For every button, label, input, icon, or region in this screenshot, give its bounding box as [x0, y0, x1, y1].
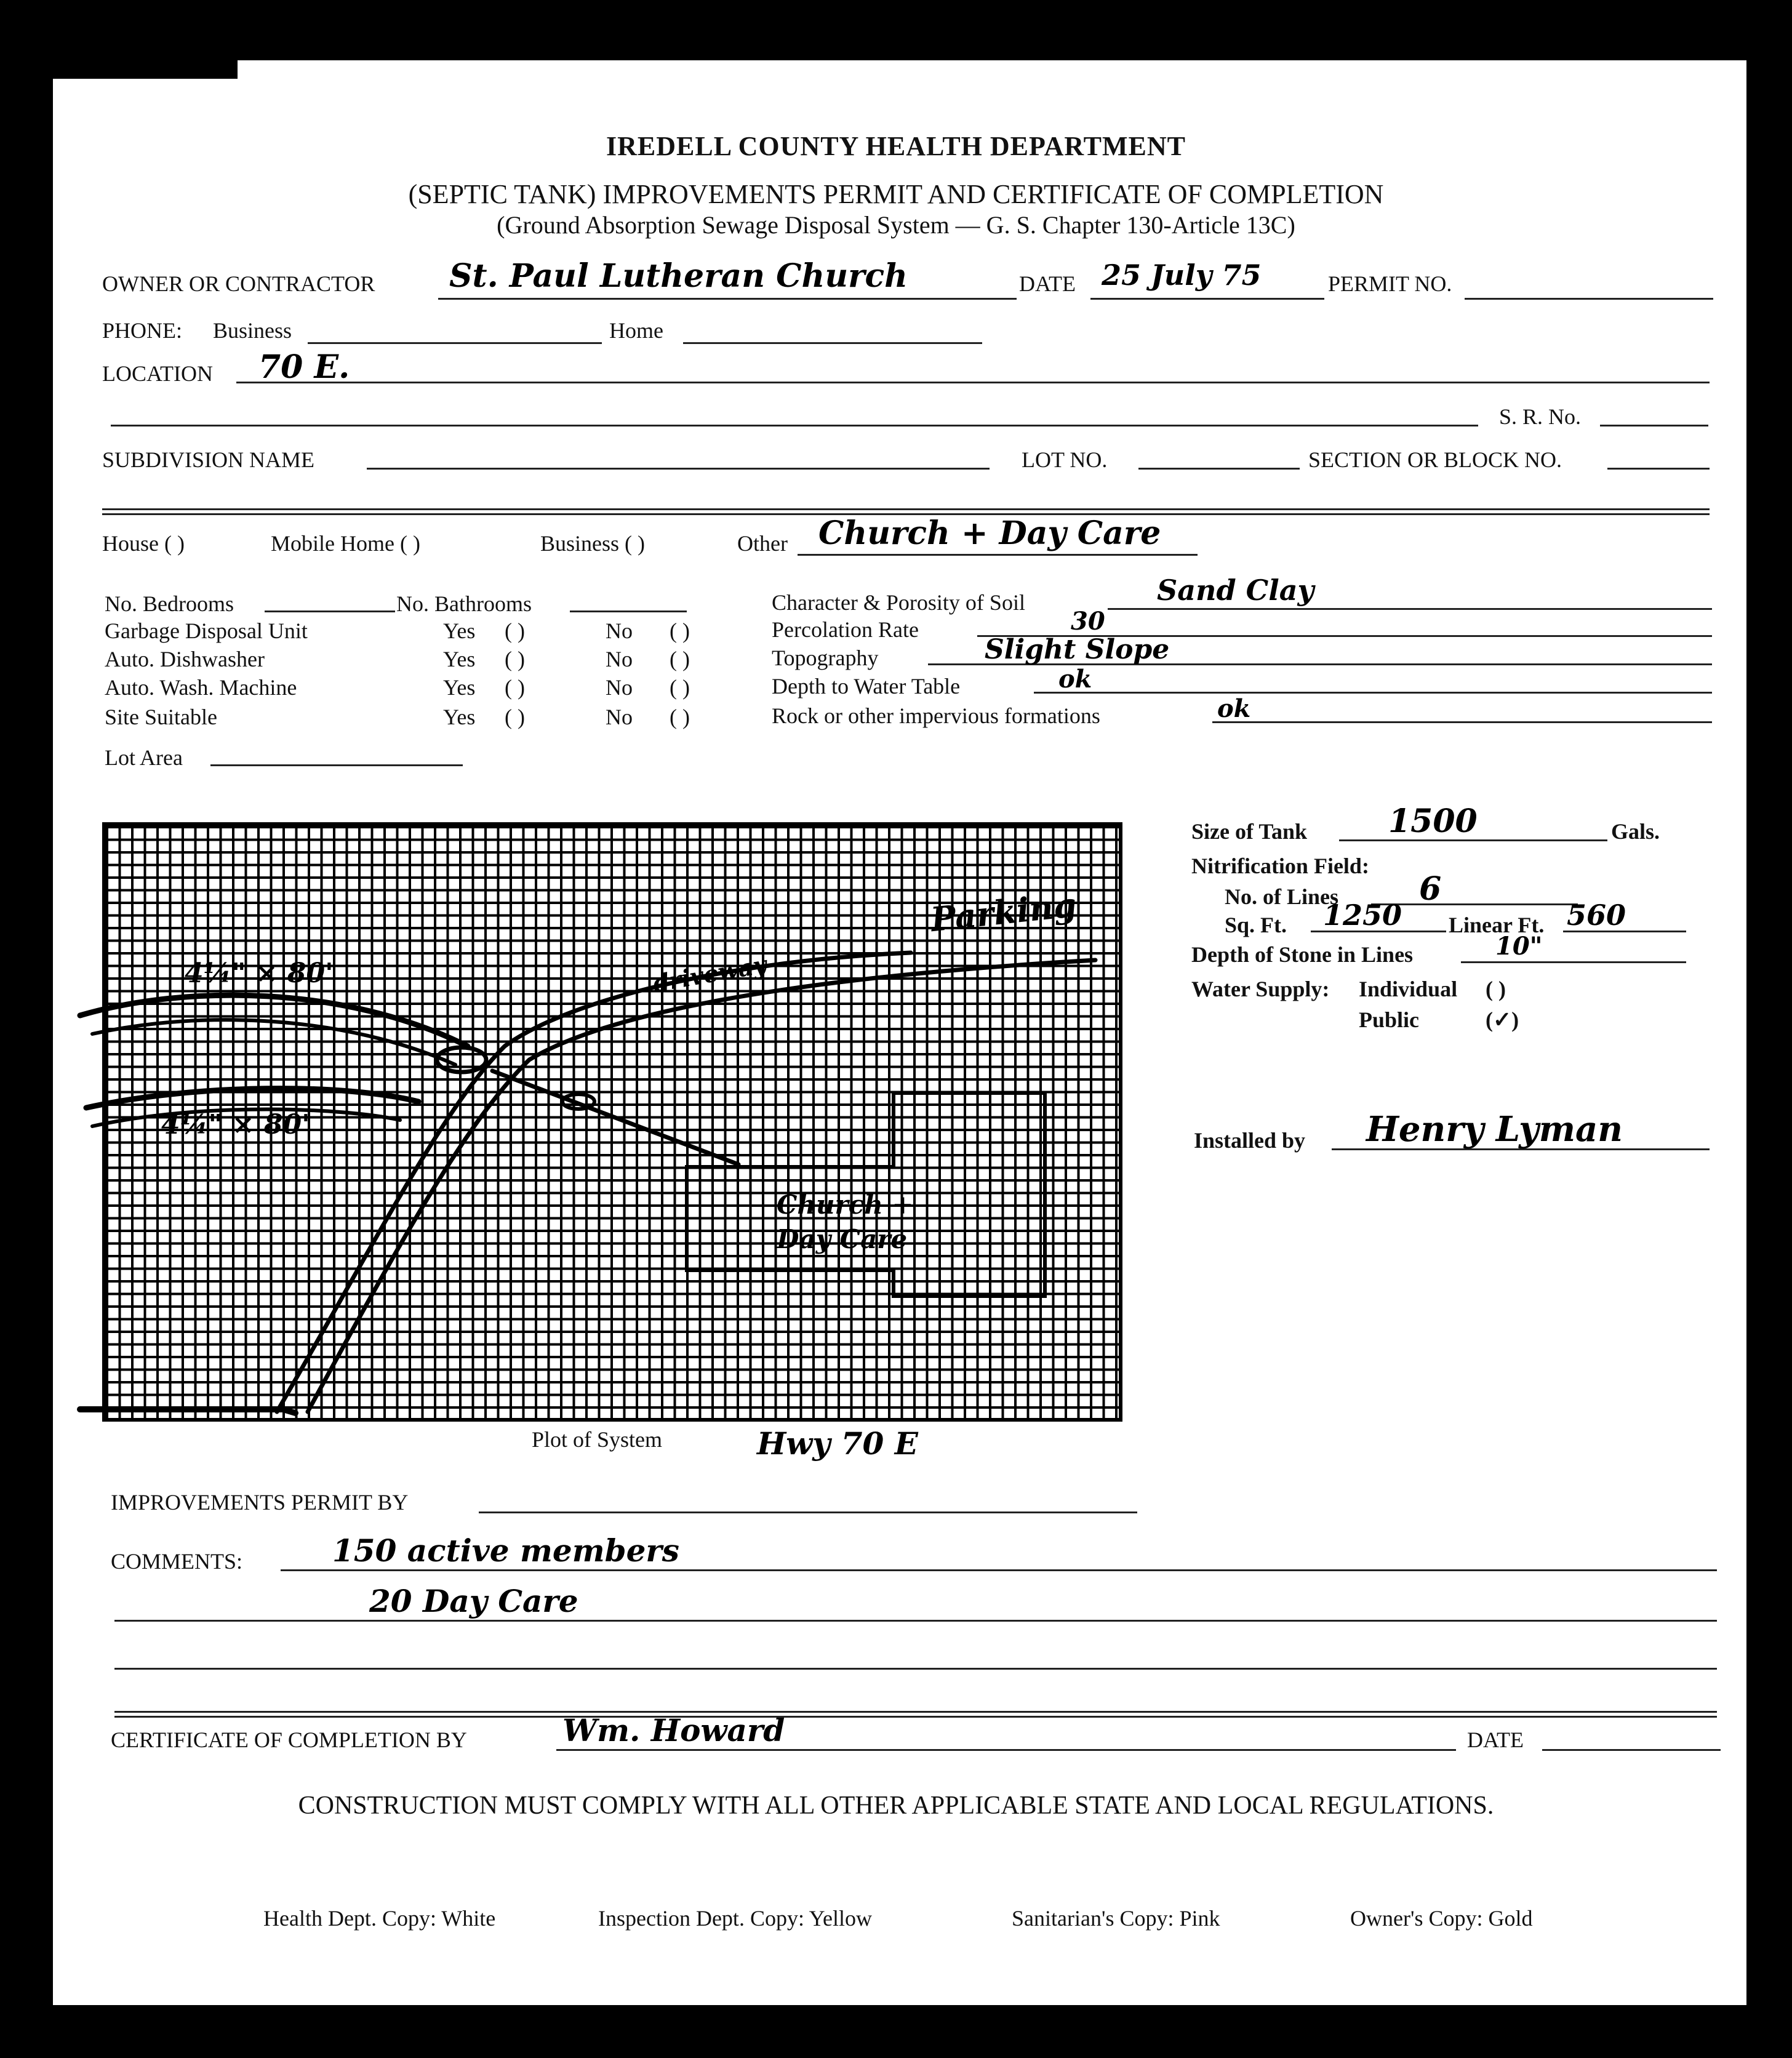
comment-line-2[interactable]: 20 Day Care [369, 1583, 578, 1619]
water-table-field[interactable]: ok [1058, 665, 1092, 694]
yes-checkbox[interactable]: ( ) [505, 705, 525, 729]
parking-annotation: Parking [929, 884, 1079, 940]
no-label: No [606, 675, 633, 700]
road-annotation: Hwy 70 E [757, 1425, 918, 1462]
line-top-annotation: 4¼" × 80' [185, 958, 334, 989]
yes-label: Yes [443, 705, 476, 729]
building-annotation: Church + Day Care [777, 1190, 914, 1254]
lot-no-label: LOT NO. [1022, 447, 1108, 472]
certificate-label: CERTIFICATE OF COMPLETION BY [111, 1728, 467, 1752]
soil-field[interactable]: Sand Clay [1157, 574, 1314, 607]
form-subtitle: (Ground Absorption Sewage Disposal System — G. S. Chapter 130-Article 13C) [497, 211, 1295, 239]
mobile-home-checkbox[interactable]: Mobile Home ( ) [271, 531, 420, 556]
certificate-field[interactable]: Wm. Howard [562, 1712, 785, 1748]
house-checkbox[interactable]: House ( ) [102, 531, 185, 556]
topography-field[interactable]: Slight Slope [985, 634, 1170, 665]
phone-home-label: Home [609, 318, 663, 343]
compliance-notice: CONSTRUCTION MUST COMPLY WITH ALL OTHER APPLICABLE STATE AND LOCAL REGULATIONS. [298, 1792, 1494, 1820]
comments-label: COMMENTS: [111, 1549, 243, 1574]
subdivision-label: SUBDIVISION NAME [102, 447, 315, 472]
sewer-line [492, 1071, 738, 1164]
nitrification-field-label: Nitrification Field: [1191, 854, 1369, 878]
no-checkbox[interactable]: ( ) [670, 675, 690, 700]
nitrification-line-bottom [86, 1089, 418, 1108]
location-label: LOCATION [102, 361, 213, 386]
linear-ft-label: Linear Ft. [1449, 913, 1545, 937]
no-checkbox[interactable]: ( ) [670, 705, 690, 729]
date-field[interactable]: 25 July 75 [1102, 258, 1262, 292]
no-label: No [606, 705, 633, 729]
water-supply-label: Water Supply: [1191, 977, 1330, 1001]
yes-label: Yes [443, 675, 476, 700]
lines-field[interactable]: 6 [1419, 870, 1442, 908]
no-checkbox[interactable]: ( ) [670, 647, 690, 671]
nitrification-line-top-2 [92, 1020, 455, 1065]
individual-checkbox[interactable]: ( ) [1486, 977, 1506, 1001]
permit-no-label: PERMIT NO. [1328, 271, 1452, 296]
topography-label: Topography [772, 646, 879, 670]
linear-ft-field[interactable]: 560 [1567, 899, 1626, 932]
installed-by-label: Installed by [1194, 1128, 1306, 1153]
yes-checkbox[interactable]: ( ) [505, 647, 525, 671]
owner-field[interactable]: St. Paul Lutheran Church [449, 257, 908, 295]
road-line [80, 1409, 295, 1413]
row-label: Garbage Disposal Unit [105, 619, 308, 643]
driveway-left-edge [277, 953, 911, 1412]
phone-label: PHONE: [102, 318, 183, 343]
phone-business-label: Business [213, 318, 292, 343]
bathrooms-label: No. Bathrooms [396, 591, 532, 616]
location-field[interactable]: 70 E. [258, 348, 350, 386]
business-checkbox[interactable]: Business ( ) [540, 531, 645, 556]
no-label: No [606, 619, 633, 643]
row-label: Auto. Wash. Machine [105, 675, 297, 700]
lot-area-label: Lot Area [105, 745, 183, 770]
driveway-annotation: driveway [650, 950, 769, 998]
owner-label: OWNER OR CONTRACTOR [102, 271, 375, 296]
sqft-field[interactable]: 1250 [1323, 899, 1402, 932]
tank-size-label: Size of Tank [1191, 819, 1308, 844]
tank-size-field[interactable]: 1500 [1388, 803, 1478, 840]
stone-depth-label: Depth of Stone in Lines [1191, 942, 1414, 967]
yes-label: Yes [443, 619, 476, 643]
plot-caption: Plot of System [532, 1427, 663, 1452]
line-bottom-annotation: 4¼" × 80' [161, 1109, 310, 1140]
no-label: No [606, 647, 633, 671]
percolation-field[interactable]: 30 [1071, 607, 1105, 636]
comment-line-1[interactable]: 150 active members [332, 1532, 679, 1569]
yes-checkbox[interactable]: ( ) [505, 619, 525, 643]
row-label: Site Suitable [105, 705, 217, 729]
lines-label: No. of Lines [1225, 884, 1339, 909]
other-label: Other [737, 531, 788, 556]
cert-date-label: DATE [1467, 1728, 1524, 1752]
percolation-label: Percolation Rate [772, 617, 919, 642]
public-label: Public [1359, 1007, 1420, 1032]
stone-depth-field[interactable]: 10" [1495, 932, 1543, 961]
other-field[interactable]: Church + Day Care [818, 514, 1161, 552]
sr-no-label: S. R. No. [1499, 404, 1582, 429]
water-table-label: Depth to Water Table [772, 674, 961, 699]
no-checkbox[interactable]: ( ) [670, 619, 690, 643]
certificate-divider [114, 1711, 1717, 1718]
public-checkbox[interactable]: (✓) [1486, 1007, 1519, 1032]
yes-label: Yes [443, 647, 476, 671]
copy-label: Health Dept. Copy: White [263, 1906, 496, 1931]
copy-label: Inspection Dept. Copy: Yellow [598, 1906, 872, 1931]
rock-field[interactable]: ok [1217, 694, 1251, 723]
soil-label: Character & Porosity of Soil [772, 590, 1025, 615]
sqft-label: Sq. Ft. [1225, 913, 1287, 937]
installed-by-field[interactable]: Henry Lyman [1366, 1109, 1623, 1150]
form-title: (SEPTIC TANK) IMPROVEMENTS PERMIT AND CERTIFICATE OF COMPLETION [408, 179, 1384, 209]
permit-by-label: IMPROVEMENTS PERMIT BY [111, 1490, 409, 1515]
agency-title: IREDELL COUNTY HEALTH DEPARTMENT [606, 131, 1186, 161]
section-label: SECTION OR BLOCK NO. [1308, 447, 1562, 472]
individual-label: Individual [1359, 977, 1458, 1001]
bedrooms-label: No. Bedrooms [105, 591, 234, 616]
copy-label: Sanitarian's Copy: Pink [1012, 1906, 1220, 1931]
tank-size-unit: Gals. [1611, 819, 1660, 844]
date-label: DATE [1019, 271, 1076, 296]
row-label: Auto. Dishwasher [105, 647, 265, 671]
copy-label: Owner's Copy: Gold [1350, 1906, 1533, 1931]
rock-label: Rock or other impervious formations [772, 703, 1100, 728]
yes-checkbox[interactable]: ( ) [505, 675, 525, 700]
